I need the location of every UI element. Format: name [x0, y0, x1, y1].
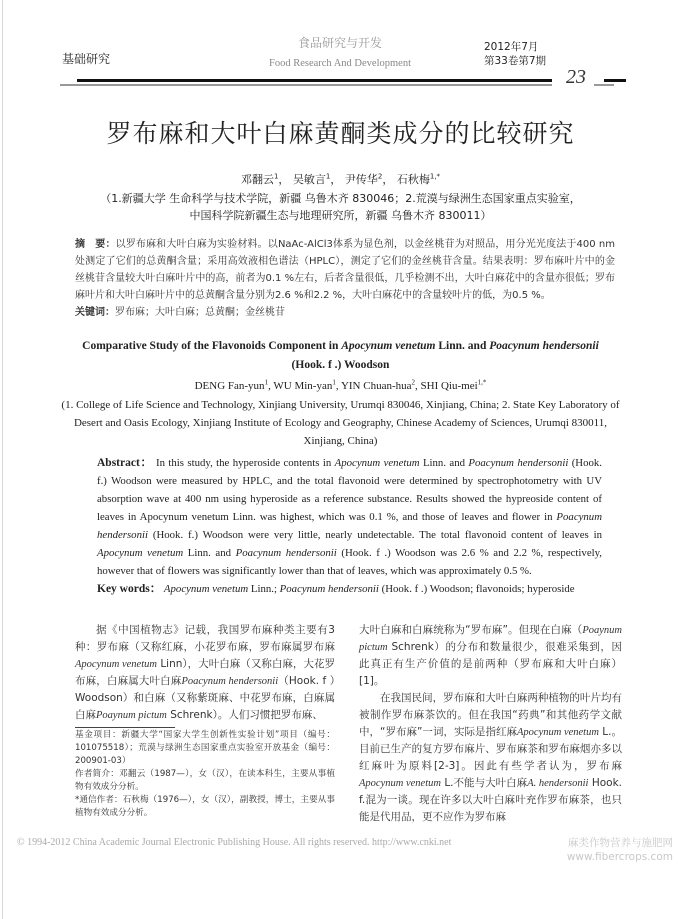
copyright-notice: © 1994-2012 China Academic Journal Electronic Publishing House. All rights reserved. http://www.cnki.net	[17, 837, 452, 848]
footnote-fund: 基金项目：新疆大学“国家大学生创新性实验计划”项目（编号：101075518）；荒漠与绿洲生态国家重点实验室开放基金（编号：200901-03）	[75, 730, 335, 766]
abstract-en-text: (Hook. f.) Woodson were measured by HPLC, and the total flavonoid were determined by spectrophotometry with UV absorption wave at 400 nm using hyperoside as a reference substance. Results showed the hypreoside content of leaves in Apocynum venetum Linn. was highest, which was 0.1 %, and those of leaves and flower in	[97, 457, 602, 523]
body-columns	[75, 622, 622, 826]
affiliation-cn: （1.新疆大学 生命科学与技术学院，新疆 乌鲁木齐 830046；2.荒漠与绿洲生态国家重点实验室，中国科学院新疆生态与地理研究所，新疆 乌鲁木齐 830011）	[100, 192, 581, 222]
keywords-en-text: (Hook. f .) Woodson; flavonoids; hyperoside	[378, 583, 575, 595]
header-rule-right-grey	[594, 84, 614, 86]
keywords-en-text: Linn.;	[248, 583, 280, 595]
page-number: 23	[566, 66, 586, 88]
body-column-left	[75, 622, 335, 826]
article-title-en	[60, 337, 621, 375]
journal-name-cn: 食品研究与开发	[297, 36, 382, 50]
body-column-right	[359, 622, 622, 826]
journal-name-en: Food Research And Development	[268, 58, 411, 69]
author-en: SHI Qiu-mei	[420, 380, 478, 392]
body-text: （Hook. f ）Woodson）和白麻（又称紫斑麻、中花罗布麻，白麻属白麻	[75, 675, 335, 721]
species-name: Poaynum pictum	[359, 625, 622, 653]
author-en: DENG Fan-yun	[194, 380, 265, 392]
authors-en: DENG Fan-yun$^1$, WU Min-yan$^1$, YIN Chuan-hua$^2$, SHI Qiu-mei$^{1,*}$	[194, 378, 487, 392]
species-name: Poacynum hendersonii	[279, 583, 379, 595]
title-en-part: Comparative Study of the Flavonoids Component in	[82, 340, 342, 352]
author-affil-mark: 2	[377, 172, 383, 181]
species-name: Apocynum venetum	[334, 457, 420, 469]
body-text: L.不能与大叶白麻	[440, 777, 528, 789]
author-cn: 尹传华	[344, 173, 378, 186]
issue-date-line1: 2012年7月	[484, 41, 539, 53]
affiliation-en: (1. College of Life Science and Technology, Xinjiang University, Urumqi 830046, Xinjiang, China; 2. State Key Laboratory of Desert and Oasis Ecology, Xinjiang Institute of Ecology and Geography, Chinese Academy of Sciences, Urumqi 830011, Xinjiang, China)	[61, 399, 620, 447]
body-text: Hook. f.混为一谈。现在许多以大叶白麻叶充作罗布麻茶，也只能是代用品，更不应作为罗布麻	[359, 777, 622, 823]
abstract-cn-text: 以罗布麻和大叶白麻为实验材料。以NaAc-AlCl3体系为显色剂，以金丝桃苷为对照品，用分光光度法于400 nm处测定了它们的总黄酮含量；采用高效液相色谱法（HPLC），测定了它们的金丝桃苷含量。结果表明：罗布麻叶片中的金丝桃苷含量较大叶白麻叶片中的高，前者为0.1 %左右，后者含量很低，几乎检测不出，大叶白麻花中的含量亦很低；罗布麻叶片和大叶白麻叶片中的总黄酮含量分别为2.6 %和2.2 %，大叶白麻花中的含量较叶片的低，为0.5 %。	[75, 239, 616, 301]
title-en-species: Poacynum hendersonii	[489, 340, 599, 352]
abstract-en-label: Abstract：	[97, 457, 153, 469]
species-name: Poacynum hendersonii	[97, 511, 602, 541]
abstract-en	[97, 454, 602, 580]
authors-cn: 邓翻云$^1$， 吴敏言$^1$， 尹传华$^2$， 石秋梅$^{1,*}$	[240, 172, 441, 186]
body-text: L.。目前已生产的复方罗布麻片、罗布麻茶和罗布麻烟亦多以红麻叶为原料[2-3]。因此有些学者认为，罗布麻	[359, 726, 622, 772]
abstract-cn-label: 摘 要：	[75, 239, 116, 250]
footnote-corresponding-author: *通信作者：石秋梅（1976—），女（汉），副教授，博士，主要从事植物有效成分分析。	[75, 795, 335, 818]
keywords-en-label: Key words：	[97, 583, 162, 595]
title-en-species: Apocynum venetum	[341, 340, 436, 352]
author-affil-mark: 1	[273, 172, 279, 181]
body-text: Schrenk）的分布和数量很少，很难采集到，因此真正有生产价值的是前两种（罗布麻和大叶白麻）[1]。	[359, 641, 622, 687]
author-affil-mark: 1	[325, 172, 331, 181]
species-name: Apocynum venetum	[75, 659, 157, 670]
species-name: Poacynum hendersonii	[235, 547, 337, 559]
article-title-cn: 罗布麻和大叶白麻黄酮类成分的比较研究	[106, 119, 575, 148]
author-cn: 吴敏言	[292, 173, 326, 186]
abstract-en-text: (Hook. f.) Woodson were very little, nearly undetectable. The total flavonoid content of leaves in	[147, 529, 602, 541]
body-text: 据《中国植物志》记载，我国罗布麻种类主要有3种：罗布麻（又称红麻，小花罗布麻，罗布麻属罗布麻	[75, 624, 335, 653]
abstract-en-text: In this study, the hyperoside contents in	[152, 457, 335, 469]
author-cn: 石秋梅	[396, 173, 430, 186]
author-affil-mark: 1,*	[477, 378, 487, 387]
footnotes	[75, 729, 335, 820]
body-paragraph	[359, 622, 622, 690]
author-affil-mark: 1	[332, 378, 336, 387]
watermark-url: www.fibercrops.com	[566, 851, 673, 863]
author-en: YIN Chuan-hua	[340, 380, 412, 392]
header-rule	[77, 79, 552, 82]
author-cn: 邓翻云	[240, 173, 274, 186]
watermark-cn: 麻类作物营养与施肥网	[568, 837, 673, 849]
body-paragraph-left	[75, 622, 335, 724]
header-rule-right	[604, 79, 626, 82]
footnote-author-intro: 作者简介：邓翻云（1987—），女（汉），在读本科生，主要从事植物有效成分分析。	[75, 769, 335, 792]
body-text: Linn），大叶白麻（又称白麻，大花罗布麻，白麻属大叶白麻	[75, 658, 335, 687]
keywords-cn-text: 罗布麻；大叶白麻；总黄酮；金丝桃苷	[115, 307, 285, 318]
page-footer	[17, 836, 673, 864]
header-rule-grey	[60, 84, 552, 86]
section-label: 基础研究	[62, 52, 111, 66]
species-name: Poaynum pictum	[96, 710, 167, 721]
keywords-cn	[75, 304, 615, 321]
abstract-en-text: (Hook. f .) Woodson was 2.6 % and 2.2 %, respectively, however that of flowers was significantly lower than that of leaves, which was approximately 0.5 %.	[97, 547, 603, 577]
title-en-part: Linn. and	[435, 340, 490, 352]
running-header	[0, 0, 681, 96]
issue-date-line2: 第33卷第7期	[484, 55, 547, 67]
species-name: Apocynum venetum	[97, 547, 184, 559]
footnote-rule	[75, 727, 175, 728]
article-body	[0, 118, 681, 876]
author-affil-mark: 1	[264, 378, 269, 387]
title-en-part: (Hook. f .) Woodson	[291, 359, 390, 371]
species-name: Apocynum venetum	[517, 727, 599, 738]
body-paragraph	[359, 690, 622, 826]
author-affil-mark: 1,*	[429, 172, 441, 181]
body-text: 大叶白麻和白麻统称为“罗布麻”。但现在白麻（	[359, 624, 583, 636]
body-text: 在我国民间，罗布麻和大叶白麻两种植物的叶片均有被制作罗布麻茶饮的。但在我国“药典”和其他药学文献中，“罗布麻”一词，实际是指红麻	[359, 692, 622, 738]
issue-date	[484, 40, 546, 68]
species-name: Apocynum venetum	[359, 778, 441, 789]
species-name: A. hendersonii	[527, 778, 589, 789]
author-affil-mark: 2	[411, 378, 416, 387]
body-text: Schrenk）。人们习惯把罗布麻、	[166, 709, 323, 721]
abstract-en-text: Linn. and	[183, 547, 236, 559]
abstract-cn	[75, 236, 615, 304]
site-watermark	[567, 836, 673, 864]
species-name: Poacynum hendersonii	[468, 457, 569, 469]
keywords-cn-label: 关键词：	[75, 307, 115, 318]
author-en: WU Min-yan	[273, 380, 333, 392]
species-name: Apocynum venetum	[163, 583, 249, 595]
species-name: Poacynum hendersonii	[181, 676, 279, 687]
keywords-en	[97, 580, 617, 598]
abstract-en-text: Linn. and	[419, 457, 469, 469]
